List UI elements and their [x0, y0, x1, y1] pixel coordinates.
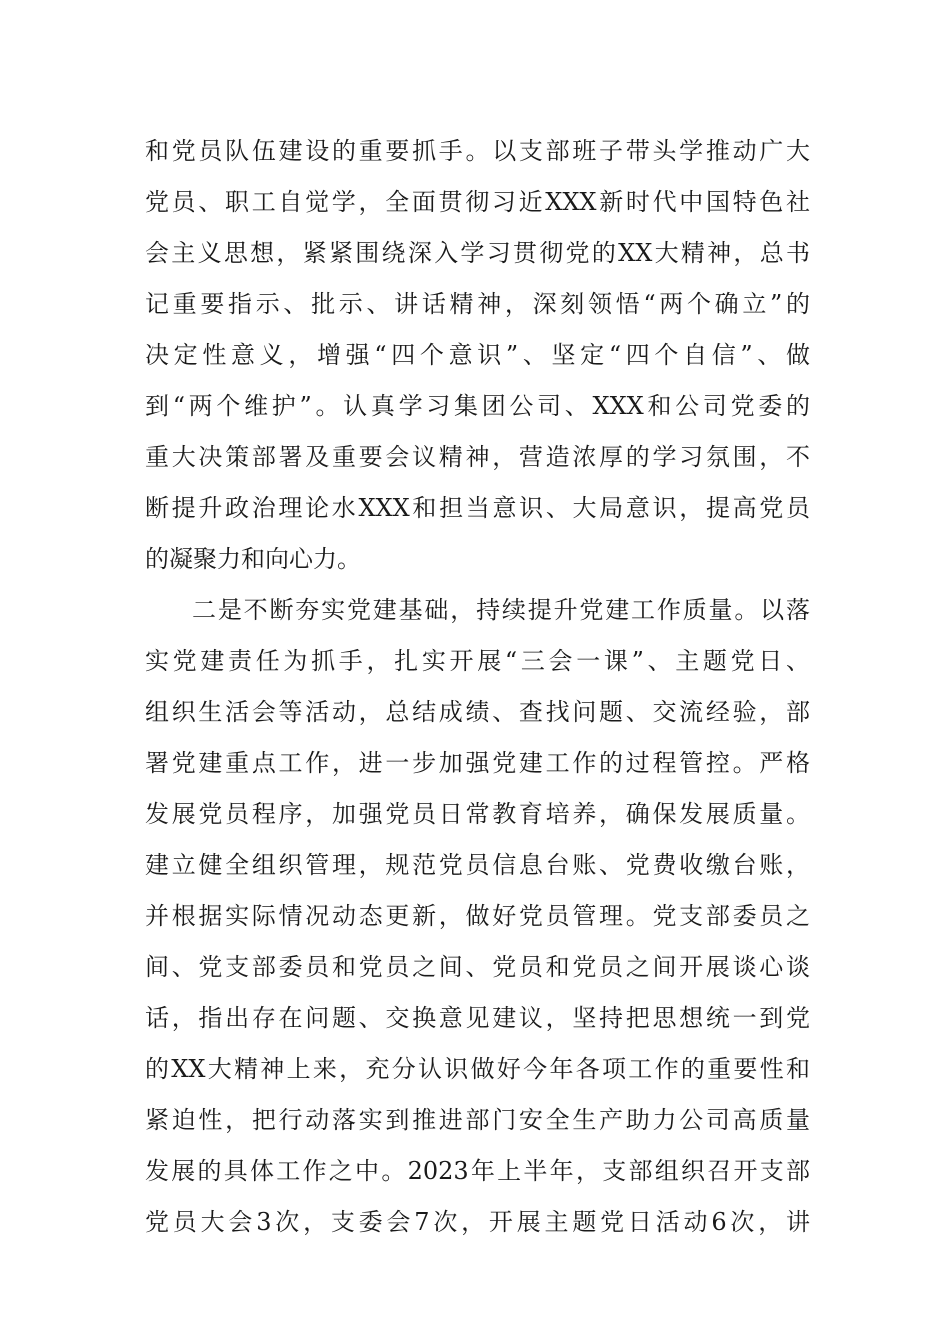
- text-line-20: 紧迫性，把行动落实到推进部门安全生产助力公司高质量: [145, 1106, 810, 1134]
- text-line-11: 实党建责任为抓手，扎实开展“三会一课”、主题党日、: [145, 647, 810, 675]
- text-line-1: 和党员队伍建设的重要抓手。以支部班子带头学推动广大: [145, 137, 810, 165]
- text-line-17: 间、党支部委员和党员之间、党员和党员之间开展谈心谈: [145, 953, 810, 981]
- text-line-10: 二是不断夯实党建基础，持续提升党建工作质量。以落: [192, 596, 810, 624]
- text-line-22: 党员大会3次，支委会7次，开展主题党日活动6次，讲: [145, 1208, 810, 1236]
- text-line-2: 党员、职工自觉学，全面贯彻习近XXX新时代中国特色社: [145, 188, 810, 216]
- text-line-13: 署党建重点工作，进一步加强党建工作的过程管控。严格: [145, 749, 810, 777]
- text-line-14: 发展党员程序，加强党员日常教育培养，确保发展质量。: [145, 800, 810, 828]
- text-line-9: 的凝聚力和向心力。: [145, 545, 361, 573]
- text-line-7: 重大决策部署及重要会议精神，营造浓厚的学习氛围，不: [145, 443, 810, 471]
- text-line-6: 到“两个维护”。认真学习集团公司、XXX和公司党委的: [145, 392, 810, 420]
- text-line-16: 并根据实际情况动态更新，做好党员管理。党支部委员之: [145, 902, 810, 930]
- text-line-5: 决定性意义，增强“四个意识”、坚定“四个自信”、做: [145, 341, 810, 369]
- text-line-3: 会主义思想，紧紧围绕深入学习贯彻党的XX大精神，总书: [145, 239, 810, 267]
- text-line-12: 组织生活会等活动，总结成绩、查找问题、交流经验，部: [145, 698, 810, 726]
- text-line-4: 记重要指示、批示、讲话精神，深刻领悟“两个确立”的: [145, 290, 810, 318]
- text-line-18: 话，指出存在问题、交换意见建议，坚持把思想统一到党: [145, 1004, 810, 1032]
- text-line-8: 断提升政治理论水XXX和担当意识、大局意识，提高党员: [145, 494, 810, 522]
- text-line-15: 建立健全组织管理，规范党员信息台账、党费收缴台账，: [145, 851, 810, 879]
- text-line-21: 发展的具体工作之中。2023年上半年，支部组织召开支部: [145, 1157, 810, 1185]
- text-line-19: 的XX大精神上来，充分认识做好今年各项工作的重要性和: [145, 1055, 810, 1083]
